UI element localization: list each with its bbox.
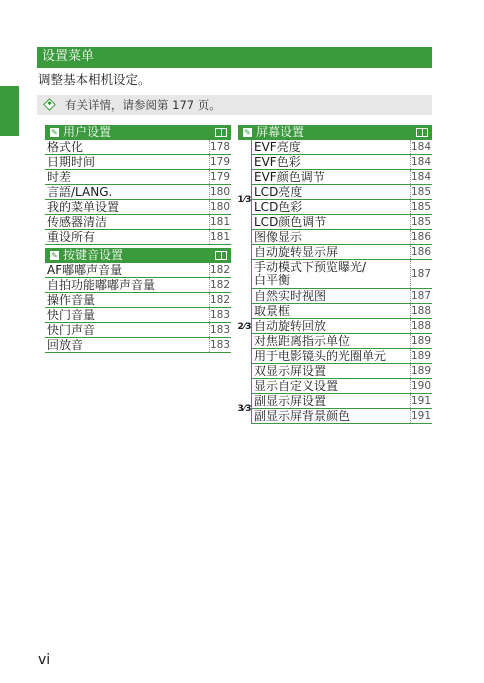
page-number: 186 <box>411 246 432 258</box>
list-item[interactable] <box>252 379 432 394</box>
list-item[interactable] <box>252 394 432 409</box>
list-item[interactable] <box>252 409 432 424</box>
page-number: 189 <box>411 335 432 347</box>
page-number: 186 <box>411 231 432 243</box>
book-icon <box>215 128 227 137</box>
page-group-2 <box>238 260 432 394</box>
user-settings-header <box>45 125 231 140</box>
note-text: 有关详情，请参阅第 177 页。 <box>65 98 221 112</box>
page-number: 182 <box>210 294 231 306</box>
page-group-3 <box>238 394 432 424</box>
item-label: AF嘟嘟声音量 <box>47 263 123 277</box>
item-label: 自然实时视图 <box>254 289 327 303</box>
page-number: 184 <box>411 156 432 168</box>
book-icon <box>215 251 227 260</box>
wrench-icon: ✎ <box>51 128 58 137</box>
list-item[interactable] <box>45 155 231 170</box>
list-item[interactable] <box>252 304 432 319</box>
item-label: 重设所有 <box>47 230 96 244</box>
list-item[interactable] <box>252 349 432 364</box>
list-item[interactable] <box>252 170 432 185</box>
list-item[interactable] <box>45 338 231 353</box>
page-number: 180 <box>210 201 231 213</box>
list-item[interactable] <box>45 140 231 155</box>
item-label: 手动模式下预览曝光/ 白平衡 <box>254 261 367 287</box>
list-item[interactable] <box>252 319 432 334</box>
item-label: 取景框 <box>254 304 291 318</box>
page-number: 184 <box>411 171 432 183</box>
list-item[interactable] <box>45 170 231 185</box>
item-label: 副显示屏设置 <box>254 394 327 408</box>
sound-settings-table <box>45 248 231 353</box>
list-item[interactable] <box>252 260 432 289</box>
page-number: 188 <box>411 320 432 332</box>
list-item[interactable] <box>252 230 432 245</box>
item-label: LCD颜色调节 <box>254 215 327 229</box>
page-number: 185 <box>411 216 432 228</box>
item-label: 显示自定义设置 <box>254 379 339 393</box>
item-label: 传感器清洁 <box>47 215 108 229</box>
page-number: 182 <box>210 264 231 276</box>
item-label: 自拍功能嘟嘟声音量 <box>47 278 156 292</box>
page-indicator: 3⁄3 <box>238 394 252 424</box>
item-label: 时差 <box>47 170 72 184</box>
page-number: 188 <box>411 305 432 317</box>
page-number: 185 <box>411 201 432 213</box>
item-label: 自动旋转显示屏 <box>254 245 339 259</box>
list-item[interactable] <box>252 140 432 155</box>
page-indicator: 2⁄3 <box>238 260 252 394</box>
list-item[interactable] <box>45 278 231 293</box>
page-number: 187 <box>410 260 432 288</box>
page-number: 178 <box>210 141 231 153</box>
list-item[interactable] <box>45 263 231 278</box>
item-label: 用于电影镜头的光圈单元 <box>254 349 387 363</box>
user-settings-table <box>45 125 231 245</box>
page-number: 191 <box>411 395 432 407</box>
item-label: 图像显示 <box>254 230 303 244</box>
item-label: LCD亮度 <box>254 185 303 199</box>
wrench-icon: ✎ <box>244 128 251 137</box>
page-number: 191 <box>411 410 432 422</box>
list-item[interactable] <box>45 308 231 323</box>
list-item[interactable] <box>252 334 432 349</box>
page-number: 189 <box>411 350 432 362</box>
item-label: EVF色彩 <box>254 155 301 169</box>
list-item[interactable] <box>252 185 432 200</box>
page-number: 184 <box>411 141 432 153</box>
list-item[interactable] <box>45 200 231 215</box>
list-item[interactable] <box>45 185 231 200</box>
page-number: 187 <box>411 290 432 302</box>
item-label: LCD色彩 <box>254 200 303 214</box>
list-item[interactable] <box>252 215 432 230</box>
book-icon <box>416 128 428 137</box>
section-title: 设置菜单 <box>37 47 432 67</box>
item-label: 回放音 <box>47 338 84 352</box>
section-intro: 调整基本相机设定。 <box>38 72 151 87</box>
screen-settings-title: 屏幕设置 <box>256 125 305 139</box>
item-label: 对焦距离指示单位 <box>254 334 351 348</box>
item-label: 操作音量 <box>47 293 96 307</box>
item-label: 格式化 <box>47 140 84 154</box>
page-number: 183 <box>210 324 231 336</box>
list-item[interactable] <box>252 200 432 215</box>
chapter-side-tab <box>0 86 19 136</box>
page-number: 180 <box>210 186 231 198</box>
page-number: 179 <box>210 171 231 183</box>
list-item[interactable] <box>252 364 432 379</box>
page-indicator: 1⁄3 <box>238 140 252 260</box>
page-number: 181 <box>210 231 231 243</box>
page-number: 183 <box>210 339 231 351</box>
page-number: 189 <box>411 365 432 377</box>
list-item[interactable] <box>252 155 432 170</box>
item-label: 日期时间 <box>47 155 96 169</box>
note-box <box>37 95 432 115</box>
page-number: 190 <box>411 380 432 392</box>
page-number: 185 <box>411 186 432 198</box>
sound-settings-title: 按键音设置 <box>63 248 124 262</box>
list-item[interactable] <box>45 230 231 245</box>
page-number: 183 <box>210 309 231 321</box>
item-label: 自动旋转回放 <box>254 319 327 333</box>
item-label: 双显示屏设置 <box>254 364 327 378</box>
page-number: 181 <box>210 216 231 228</box>
list-item[interactable] <box>252 289 432 304</box>
item-label: EVF颜色调节 <box>254 170 325 184</box>
item-label: 我的菜单设置 <box>47 200 120 214</box>
item-label: EVF亮度 <box>254 140 301 154</box>
item-label: 副显示屏背景颜色 <box>254 409 351 423</box>
list-item[interactable] <box>252 245 432 260</box>
item-label: 快门音量 <box>47 308 96 322</box>
sound-settings-header <box>45 248 231 263</box>
item-label: 言語/LANG. <box>47 185 113 199</box>
page-folio: vi <box>38 652 51 668</box>
page-group-1 <box>238 140 432 260</box>
list-item[interactable] <box>45 323 231 338</box>
screen-settings-header <box>238 125 432 140</box>
screen-settings-table <box>238 125 432 424</box>
diamond-note-icon <box>43 98 56 111</box>
list-item[interactable] <box>45 293 231 308</box>
page-number: 179 <box>210 156 231 168</box>
item-label: 快门声音 <box>47 323 96 337</box>
page-number: 182 <box>210 279 231 291</box>
list-item[interactable] <box>45 215 231 230</box>
wrench-icon: ✎ <box>51 251 58 260</box>
section-title-rule <box>37 67 432 68</box>
user-settings-title: 用户设置 <box>63 125 112 139</box>
